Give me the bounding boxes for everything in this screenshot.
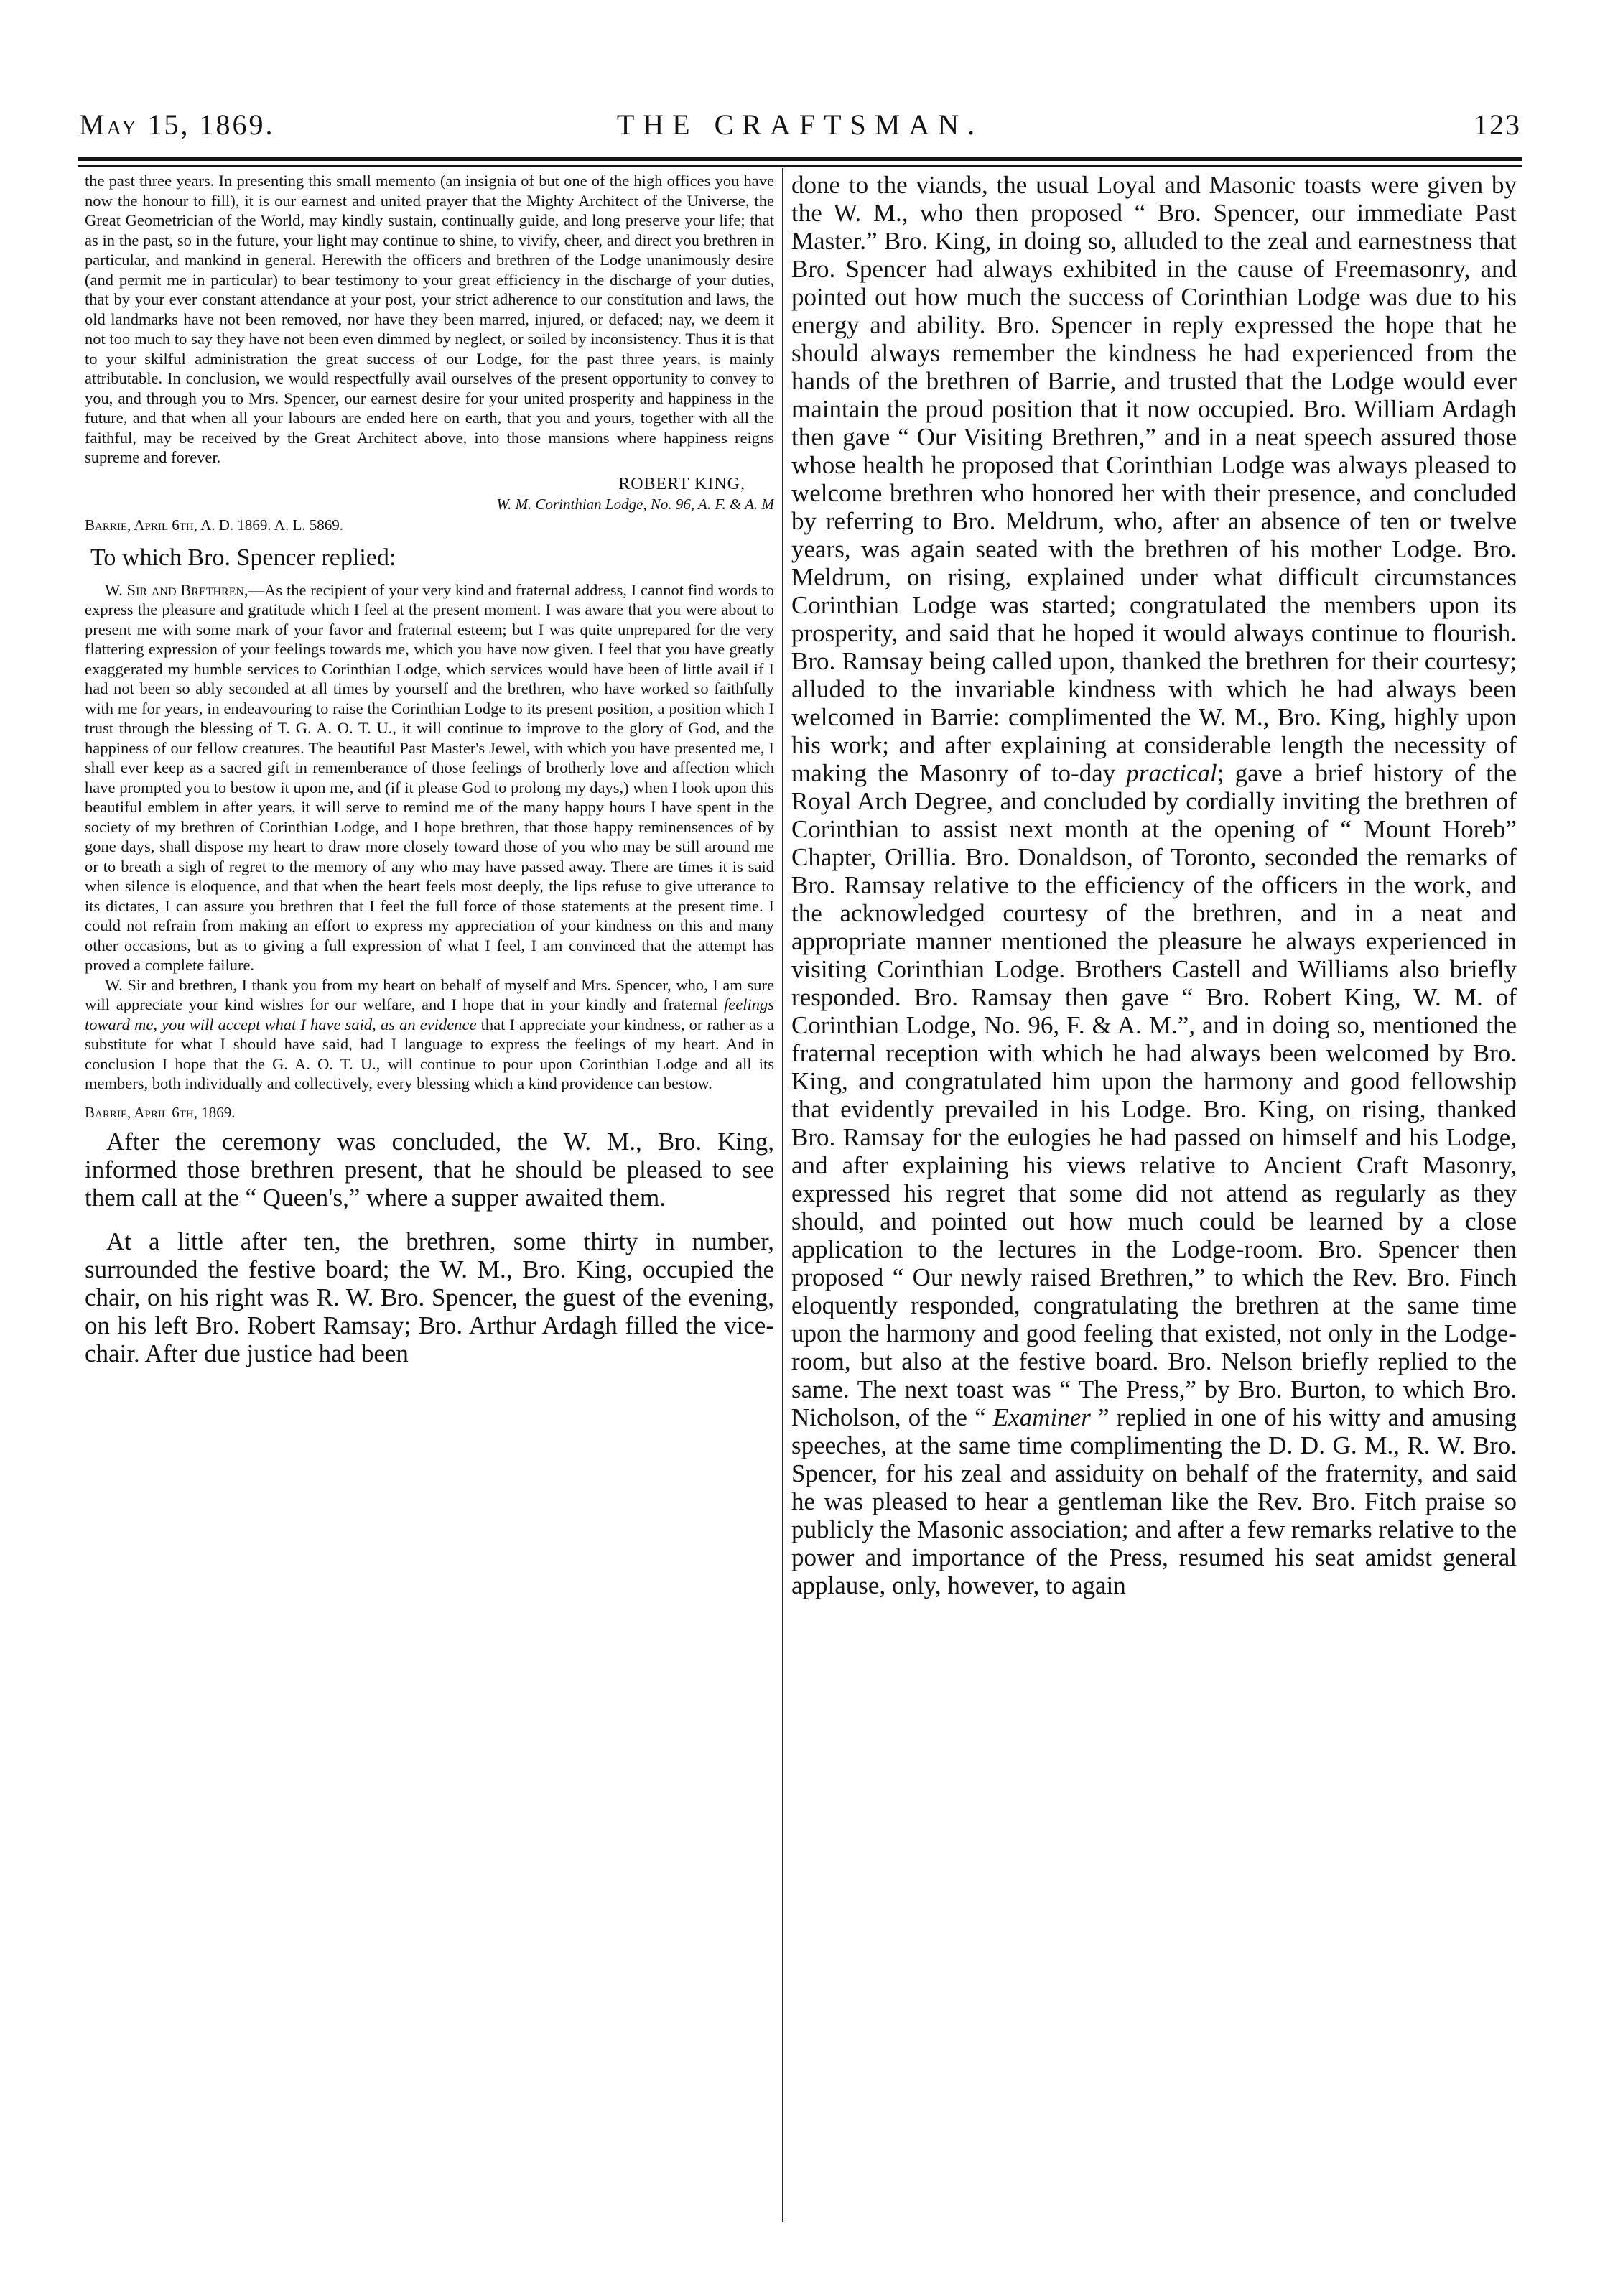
reply-paragraph-2	[85, 975, 774, 1094]
signature-title: W. M. Corinthian Lodge, No. 96, A. F. & A. M	[496, 495, 774, 513]
right-text-1: done to the viands, the usual Loyal and Masonic toasts were given by the W. M., who then proposed “ Bro. Spencer, our immediate Past Master.” Bro. King, in doing so, alluded to the zeal and earnestness that Bro. Spencer had always exhibited in the cause of Freemasonry, and pointed out how much the success of Corinthian Lodge was due to his energy and ability. Bro. Spencer in reply expressed the hope that he should always remember the kindness he had experienced from the hands of the brethren of Barrie, and trusted that the Lodge would ever maintain the proud position that it now occupied. Bro. William Ardagh then gave “ Our Visiting Brethren,” and in a neat speech assured those whose health he proposed that Corinthian Lodge was always pleased to welcome brethren who honored her with their presence, and concluded by referring to Bro. Meldrum, who, after an absence of ten or twelve years, was again seated with the brethren of his mother Lodge. Bro. Meldrum, on rising, explained under what difficult circumstances Corinthian Lodge was started; congratulated the members upon its prosperity, and said that he hoped it would always continue to flourish. Bro. Ramsay being called upon, thanked the brethren for their courtesy; alluded to the invariable kindness with which he had always been welcomed in Barrie: complimented the W. M., Bro. King, highly upon his work; and after explaining at considerable length the necessity of making the Masonry of to-day	[791, 171, 1517, 787]
spencer-reply	[85, 580, 774, 1094]
left-column	[85, 171, 774, 2225]
right-column	[791, 171, 1517, 2225]
narrative-left	[85, 1128, 774, 1367]
narrative-paragraph-1: After the ceremony was concluded, the W. M., Bro. King, informed those brethren present, that he should be pleased to see them call at the “ Queen's,” where a supper awaited them.	[85, 1127, 774, 1212]
issue-date: May 15, 1869.	[79, 108, 275, 141]
header-rule-thick	[78, 157, 1522, 161]
column-divider	[782, 168, 783, 2222]
reply-salutation: W. Sir and Brethren,	[105, 580, 248, 599]
reply-body-1: —As the recipient of your very kind and fraternal address, I cannot find words to express the pleasure and gratitude which I feel at the present moment. I was aware that you were about to present me with some mark of your favor and fraternal esteem; but I was quite unprepared for the very flattering expression of your feelings towards me, which you have now given. I feel that you have greatly exaggerated my humble services to Corinthian Lodge, which services would have been of little avail if I had not been so ably seconded at all times by yourself and the brethren, who have worked so faithfully with me for years, in endeavouring to raise the Corinthian Lodge to its present position, a position which I trust through the blessing of T. G. A. O. T. U., it will continue to improve to the glory of God, and the happiness of our fellow creatures. The beautiful Past Master's Jewel, with which you have presented me, I shall ever keep as a sacred gift in rememberance of those feelings of brotherly love and affection which have prompted you to bestow it upon me, and (if it please God to prolong my days,) when I look upon this beautiful emblem in after years, it will serve to remind me of the many happy hours I have spent in the society of my brethren of Corinthian Lodge, and I hope brethren, that those happy reminensences of by gone days, shall dispose my heart to draw more closely toward those of you who may be still around me or to breath a sigh of regret to the memory of any who may have passed away. There are times it is said when silence is eloquence, and that when the heart feels most deeply, the lips refuse to give utterance to its dictates, I can assure you brethren that I feel the full force of those statements at the present time. I could not refrain from making an effort to express my appreciation of your kindness on this and many other occasions, but as to giving a full expression of what I feel, I am convinced that the attempt has proved a complete failure.	[85, 580, 774, 974]
reply-paragraph-1	[85, 580, 774, 975]
narrative-right	[791, 171, 1517, 1599]
signature-name: ROBERT KING,	[618, 474, 745, 493]
lodge-address	[85, 171, 774, 468]
right-italic-examiner: Examiner	[992, 1403, 1091, 1431]
reply-body-2b: that I appreciate your kindness, or rather as a substitute for what I should have said, had I language to express the feelings of my heart. And in conclusion I hope that the G. A. O. T. U., will continue to pour upon Corinthian Lodge and all its members, both individually and collectively, every blessing which a kind providence can bestow.	[85, 1015, 774, 1092]
page-number: 123	[1474, 108, 1521, 141]
reply-heading: To which Bro. Spencer replied:	[90, 544, 396, 571]
reply-body-2a: W. Sir and brethren, I thank you from my heart on behalf of myself and Mrs. Spencer, who, I am sure will appreciate your kind wishes for our welfare, and I hope that in your kindly and fraternal	[85, 975, 774, 1013]
right-italic-practical: practical	[1126, 759, 1217, 787]
right-text-3: ” replied in one of his witty and amusing speeches, at the same time complimenting the D. D. G. M., R. W. Bro. Spencer, for his zeal and assiduity on behalf of the fraternity, and said he was pleased to hear a gentleman like the Rev. Bro. Fitch praise so publicly the Masonic association; and after a few remarks relative to the power and importance of the Press, resumed his seat amidst general applause, only, however, to again	[791, 1403, 1517, 1599]
right-text-2: ; gave a brief history of the Royal Arch Degree, and concluded by cordially inviting the brethren of Corinthian to assist next month at the opening of “ Mount Horeb” Chapter, Orillia. Bro. Donaldson, of Toronto, seconded the remarks of Bro. Ramsay relative to the efficiency of the officers in the work, and the acknowledged courtesy of the brethren, and in a neat and appropriate manner mentioned the pleasure he always experienced in visiting Corinthian Lodge. Brothers Castell and Williams also briefly responded. Bro. Ramsay then gave “ Bro. Robert King, W. M. of Corinthian Lodge, No. 96, F. & A. M.”, and in doing so, mentioned the fraternal reception with which he had always been welcomed by Bro. King, and congratulated him upon the harmony and good fellowship that evidently prevailed in his Lodge. Bro. King, on rising, thanked Bro. Ramsay for the eulogies he had passed on himself and his Lodge, and after explaining his views relative to Ancient Craft Masonry, expressed his regret that some did not attend as regularly as they should, and pointed out how much could be learned by a close application to the lectures in the Lodge-room. Bro. Spencer then proposed “ Our newly raised Brethren,” to which the Rev. Bro. Finch eloquently responded, congratulating the brethren at the same time upon the harmony and good feeling that existed, not only in the Lodge-room, but also at the festive board. Bro. Nelson briefly replied to the same. The next toast was “ The Press,” by Bro. Burton, to which Bro. Nicholson, of the “	[791, 759, 1517, 1431]
narrative-paragraph-2: At a little after ten, the brethren, some thirty in number, surrounded the festive board; the W. M., Bro. King, occupied the chair, on his right was R. W. Bro. Spencer, the guest of the evening, on his left Bro. Robert Ramsay; Bro. Arthur Ardagh filled the vice-chair. After due justice had been	[85, 1227, 774, 1367]
page-header	[79, 108, 1521, 151]
reply-body-2-italic: feelings toward me, you will accept what I have said, as an evidence	[85, 995, 774, 1033]
header-rule-thin	[78, 165, 1522, 167]
signature-place-date: Barrie, April 6th, A. D. 1869. A. L. 5869.	[85, 516, 344, 534]
publication-title: THE CRAFTSMAN.	[616, 108, 984, 141]
address-paragraph: the past three years. In presenting this small memento (an insignia of but one of the high offices you have now the honour to fill), it is our earnest and united prayer that the Mighty Architect of the Universe, the Great Geometrician of the World, may kindly sustain, continually guide, and long preserve your life; that as in the past, so in the future, your light may continue to shine, to vivify, cheer, and direct you brethren in particular, and mankind in general. Herewith the officers and brethren of the Lodge unanimously desire (and permit me in particular) to bear testimony to your great efficiency in the discharge of your duties, that by your ever constant attendance at your post, your strict adherence to our constitution and laws, the old landmarks have not been removed, nor have they been marred, injured, or defaced; nay, we deem it not too much to say they have not been even dimmed by neglect, or soiled by inconsistency. Thus it is that to your skilful administration the great success of our Lodge, for the past three years, is mainly attributable. In conclusion, we would respectfully avail ourselves of the present opportunity to convey to you, and through you to Mrs. Spencer, our earnest desire for your united prosperity and happiness in the future, and that when all your labours are ended here on earth, that you and yours, together with all the faithful, may be received by the Great Architect above, into those mansions where happiness reigns supreme and forever.	[85, 172, 774, 466]
narrative-continued	[791, 171, 1517, 1599]
reply-place-date: Barrie, April 6th, 1869.	[85, 1103, 236, 1121]
